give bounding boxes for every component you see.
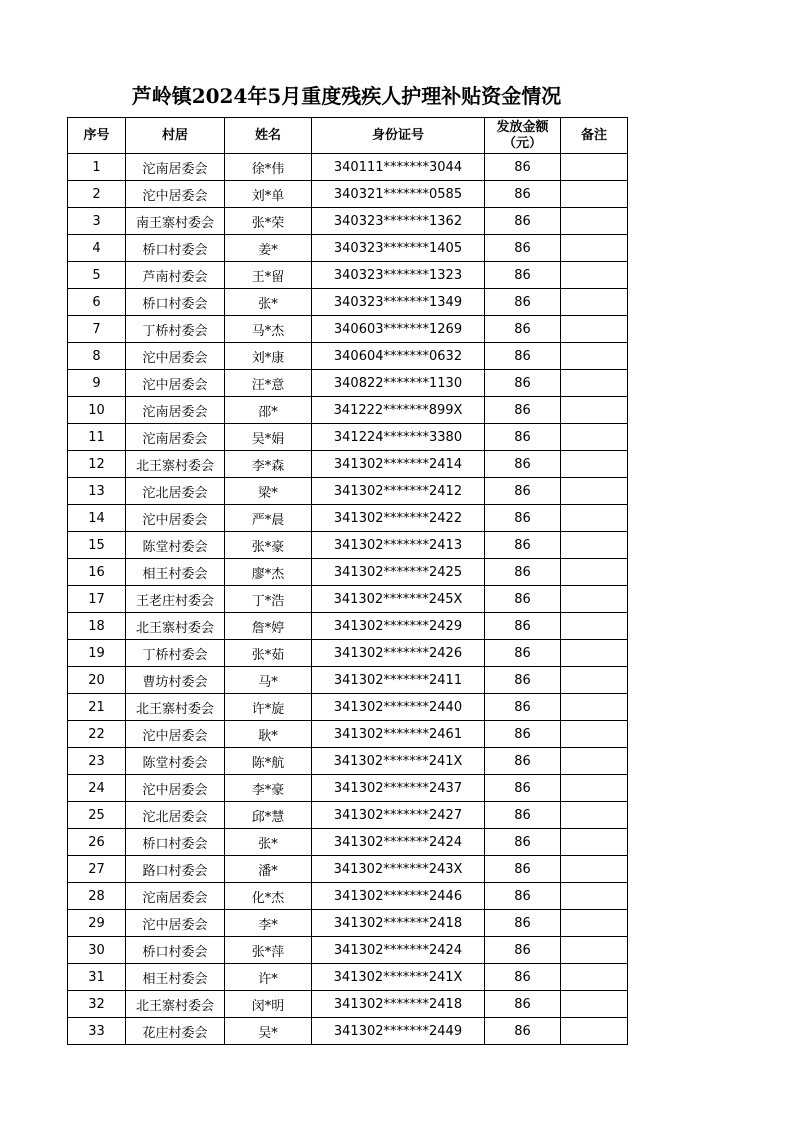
cell-name: 李*森 (225, 451, 312, 478)
cell-amount: 86 (485, 262, 561, 289)
cell-village: 桥口村委会 (126, 937, 225, 964)
cell-name: 张*萍 (225, 937, 312, 964)
table-row (68, 559, 628, 586)
cell-village: 北王寨村委会 (126, 613, 225, 640)
cell-name: 刘*单 (225, 181, 312, 208)
cell-village: 花庄村委会 (126, 1018, 225, 1045)
cell-village: 陈堂村委会 (126, 532, 225, 559)
cell-remark (561, 316, 628, 343)
table-header-row (68, 118, 628, 154)
cell-village: 沱南居委会 (126, 397, 225, 424)
cell-id: 340323*******1349 (312, 289, 485, 316)
cell-id: 341302*******2449 (312, 1018, 485, 1045)
cell-id: 340321*******0585 (312, 181, 485, 208)
cell-remark (561, 154, 628, 181)
table-row (68, 478, 628, 505)
cell-amount: 86 (485, 721, 561, 748)
cell-seq: 3 (68, 208, 126, 235)
cell-name: 张* (225, 829, 312, 856)
cell-name: 张*豪 (225, 532, 312, 559)
cell-seq: 30 (68, 937, 126, 964)
cell-seq: 22 (68, 721, 126, 748)
cell-name: 廖*杰 (225, 559, 312, 586)
cell-seq: 25 (68, 802, 126, 829)
table-row (68, 964, 628, 991)
cell-remark (561, 478, 628, 505)
cell-name: 邱*慧 (225, 802, 312, 829)
cell-amount: 86 (485, 532, 561, 559)
header-amount-line1: 发放金额 (496, 119, 549, 135)
cell-id: 341302*******2424 (312, 937, 485, 964)
cell-id: 341302*******2461 (312, 721, 485, 748)
cell-seq: 1 (68, 154, 126, 181)
cell-remark (561, 343, 628, 370)
cell-remark (561, 532, 628, 559)
cell-remark (561, 613, 628, 640)
cell-name: 吴* (225, 1018, 312, 1045)
cell-id: 341302*******2422 (312, 505, 485, 532)
table-row (68, 316, 628, 343)
cell-village: 芦南村委会 (126, 262, 225, 289)
cell-amount: 86 (485, 640, 561, 667)
table-row (68, 505, 628, 532)
cell-amount: 86 (485, 343, 561, 370)
page-title: 芦岭镇2024年5月重度残疾人护理补贴资金情况 (131, 84, 562, 108)
cell-seq: 24 (68, 775, 126, 802)
cell-id: 341302*******241X (312, 748, 485, 775)
cell-village: 相王村委会 (126, 964, 225, 991)
table-row (68, 1018, 628, 1045)
cell-name: 刘*康 (225, 343, 312, 370)
table-row (68, 829, 628, 856)
cell-seq: 20 (68, 667, 126, 694)
table-row (68, 910, 628, 937)
cell-seq: 15 (68, 532, 126, 559)
cell-remark (561, 802, 628, 829)
cell-id: 341302*******243X (312, 856, 485, 883)
cell-village: 相王村委会 (126, 559, 225, 586)
cell-remark (561, 748, 628, 775)
cell-id: 341302*******2418 (312, 991, 485, 1018)
cell-seq: 11 (68, 424, 126, 451)
cell-id: 341302*******2412 (312, 478, 485, 505)
cell-id: 340323*******1362 (312, 208, 485, 235)
table-row (68, 262, 628, 289)
cell-name: 闵*明 (225, 991, 312, 1018)
cell-name: 李*豪 (225, 775, 312, 802)
cell-village: 北王寨村委会 (126, 694, 225, 721)
table-row (68, 397, 628, 424)
cell-village: 南王寨村委会 (126, 208, 225, 235)
header-amount (485, 118, 561, 154)
table-row (68, 289, 628, 316)
cell-name: 张*荣 (225, 208, 312, 235)
subsidy-table (67, 117, 628, 1045)
cell-amount: 86 (485, 1018, 561, 1045)
cell-remark (561, 262, 628, 289)
cell-seq: 14 (68, 505, 126, 532)
cell-seq: 4 (68, 235, 126, 262)
cell-name: 徐*伟 (225, 154, 312, 181)
table-row (68, 532, 628, 559)
cell-remark (561, 667, 628, 694)
cell-remark (561, 883, 628, 910)
cell-amount: 86 (485, 991, 561, 1018)
table-row (68, 424, 628, 451)
cell-seq: 10 (68, 397, 126, 424)
cell-name: 马* (225, 667, 312, 694)
cell-name: 化*杰 (225, 883, 312, 910)
cell-seq: 21 (68, 694, 126, 721)
cell-amount: 86 (485, 829, 561, 856)
cell-remark (561, 856, 628, 883)
cell-village: 沱中居委会 (126, 910, 225, 937)
cell-remark (561, 640, 628, 667)
table-row (68, 991, 628, 1018)
cell-remark (561, 964, 628, 991)
cell-remark (561, 586, 628, 613)
cell-id: 340603*******1269 (312, 316, 485, 343)
cell-name: 陈*航 (225, 748, 312, 775)
cell-seq: 5 (68, 262, 126, 289)
cell-remark (561, 937, 628, 964)
cell-id: 341302*******2437 (312, 775, 485, 802)
header-id: 身份证号 (312, 118, 485, 154)
cell-village: 沱中居委会 (126, 505, 225, 532)
cell-remark (561, 424, 628, 451)
cell-id: 341302*******2413 (312, 532, 485, 559)
cell-seq: 29 (68, 910, 126, 937)
cell-village: 沱中居委会 (126, 721, 225, 748)
cell-id: 341222*******899X (312, 397, 485, 424)
cell-amount: 86 (485, 289, 561, 316)
cell-remark (561, 370, 628, 397)
cell-village: 路口村委会 (126, 856, 225, 883)
cell-seq: 16 (68, 559, 126, 586)
cell-id: 341302*******2425 (312, 559, 485, 586)
cell-amount: 86 (485, 937, 561, 964)
cell-amount: 86 (485, 748, 561, 775)
header-village: 村居 (126, 118, 225, 154)
table-row (68, 775, 628, 802)
cell-seq: 13 (68, 478, 126, 505)
table-row (68, 694, 628, 721)
cell-name: 梁* (225, 478, 312, 505)
cell-name: 丁*浩 (225, 586, 312, 613)
table-row (68, 208, 628, 235)
table-row (68, 802, 628, 829)
cell-seq: 18 (68, 613, 126, 640)
table-row (68, 343, 628, 370)
table-row (68, 370, 628, 397)
cell-seq: 26 (68, 829, 126, 856)
cell-amount: 86 (485, 235, 561, 262)
table-row (68, 748, 628, 775)
cell-name: 许*旋 (225, 694, 312, 721)
cell-id: 341302*******2429 (312, 613, 485, 640)
cell-village: 曹坊村委会 (126, 667, 225, 694)
cell-village: 桥口村委会 (126, 235, 225, 262)
cell-amount: 86 (485, 694, 561, 721)
cell-amount: 86 (485, 451, 561, 478)
cell-village: 北王寨村委会 (126, 991, 225, 1018)
cell-remark (561, 829, 628, 856)
cell-amount: 86 (485, 586, 561, 613)
cell-amount: 86 (485, 154, 561, 181)
cell-seq: 7 (68, 316, 126, 343)
cell-village: 丁桥村委会 (126, 640, 225, 667)
cell-remark (561, 721, 628, 748)
cell-name: 王*留 (225, 262, 312, 289)
cell-seq: 12 (68, 451, 126, 478)
cell-remark (561, 775, 628, 802)
cell-seq: 32 (68, 991, 126, 1018)
cell-amount: 86 (485, 964, 561, 991)
cell-name: 邵* (225, 397, 312, 424)
cell-id: 341302*******2426 (312, 640, 485, 667)
cell-amount: 86 (485, 883, 561, 910)
cell-name: 张* (225, 289, 312, 316)
cell-amount: 86 (485, 478, 561, 505)
cell-seq: 8 (68, 343, 126, 370)
cell-id: 341302*******2427 (312, 802, 485, 829)
cell-village: 沱北居委会 (126, 478, 225, 505)
table-row (68, 154, 628, 181)
cell-amount: 86 (485, 802, 561, 829)
cell-remark (561, 451, 628, 478)
cell-village: 沱中居委会 (126, 370, 225, 397)
cell-village: 北王寨村委会 (126, 451, 225, 478)
cell-name: 吴*娟 (225, 424, 312, 451)
cell-seq: 6 (68, 289, 126, 316)
cell-id: 340111*******3044 (312, 154, 485, 181)
cell-id: 341302*******2440 (312, 694, 485, 721)
cell-amount: 86 (485, 424, 561, 451)
cell-village: 丁桥村委会 (126, 316, 225, 343)
cell-id: 341302*******2411 (312, 667, 485, 694)
table-row (68, 937, 628, 964)
cell-remark (561, 181, 628, 208)
cell-id: 340323*******1323 (312, 262, 485, 289)
cell-name: 潘* (225, 856, 312, 883)
cell-id: 341302*******245X (312, 586, 485, 613)
header-remark: 备注 (561, 118, 628, 154)
cell-amount: 86 (485, 316, 561, 343)
cell-name: 李* (225, 910, 312, 937)
cell-village: 桥口村委会 (126, 829, 225, 856)
cell-remark (561, 559, 628, 586)
cell-id: 341302*******2414 (312, 451, 485, 478)
cell-id: 341224*******3380 (312, 424, 485, 451)
cell-id: 341302*******2418 (312, 910, 485, 937)
cell-village: 沱南居委会 (126, 424, 225, 451)
cell-amount: 86 (485, 856, 561, 883)
cell-id: 341302*******241X (312, 964, 485, 991)
table-row (68, 451, 628, 478)
cell-remark (561, 505, 628, 532)
cell-amount: 86 (485, 208, 561, 235)
cell-amount: 86 (485, 370, 561, 397)
cell-seq: 33 (68, 1018, 126, 1045)
cell-seq: 19 (68, 640, 126, 667)
cell-name: 汪*意 (225, 370, 312, 397)
cell-amount: 86 (485, 181, 561, 208)
cell-village: 桥口村委会 (126, 289, 225, 316)
table-row (68, 586, 628, 613)
table-row (68, 667, 628, 694)
cell-remark (561, 397, 628, 424)
cell-village: 沱南居委会 (126, 883, 225, 910)
cell-amount: 86 (485, 613, 561, 640)
header-amount-line2: （元） (502, 135, 542, 151)
cell-amount: 86 (485, 505, 561, 532)
cell-id: 341302*******2424 (312, 829, 485, 856)
cell-name: 张*茹 (225, 640, 312, 667)
cell-name: 严*晨 (225, 505, 312, 532)
cell-name: 詹*婷 (225, 613, 312, 640)
cell-name: 许* (225, 964, 312, 991)
cell-seq: 27 (68, 856, 126, 883)
cell-id: 340604*******0632 (312, 343, 485, 370)
cell-name: 姜* (225, 235, 312, 262)
table-row (68, 856, 628, 883)
cell-amount: 86 (485, 559, 561, 586)
table-row (68, 721, 628, 748)
table-row (68, 181, 628, 208)
cell-seq: 28 (68, 883, 126, 910)
header-name: 姓名 (225, 118, 312, 154)
cell-village: 沱南居委会 (126, 154, 225, 181)
cell-village: 王老庄村委会 (126, 586, 225, 613)
table-row (68, 883, 628, 910)
table-row (68, 235, 628, 262)
cell-seq: 2 (68, 181, 126, 208)
cell-remark (561, 235, 628, 262)
cell-id: 340323*******1405 (312, 235, 485, 262)
header-seq: 序号 (68, 118, 126, 154)
cell-remark (561, 289, 628, 316)
cell-amount: 86 (485, 397, 561, 424)
cell-remark (561, 910, 628, 937)
cell-village: 陈堂村委会 (126, 748, 225, 775)
cell-amount: 86 (485, 910, 561, 937)
cell-village: 沱中居委会 (126, 775, 225, 802)
cell-seq: 9 (68, 370, 126, 397)
cell-id: 341302*******2446 (312, 883, 485, 910)
cell-remark (561, 208, 628, 235)
cell-remark (561, 991, 628, 1018)
cell-amount: 86 (485, 667, 561, 694)
cell-seq: 31 (68, 964, 126, 991)
table-row (68, 640, 628, 667)
cell-remark (561, 694, 628, 721)
cell-name: 马*杰 (225, 316, 312, 343)
cell-name: 耿* (225, 721, 312, 748)
cell-remark (561, 1018, 628, 1045)
table-row (68, 613, 628, 640)
cell-seq: 23 (68, 748, 126, 775)
cell-amount: 86 (485, 775, 561, 802)
cell-village: 沱中居委会 (126, 181, 225, 208)
cell-village: 沱北居委会 (126, 802, 225, 829)
cell-seq: 17 (68, 586, 126, 613)
cell-id: 340822*******1130 (312, 370, 485, 397)
cell-village: 沱中居委会 (126, 343, 225, 370)
